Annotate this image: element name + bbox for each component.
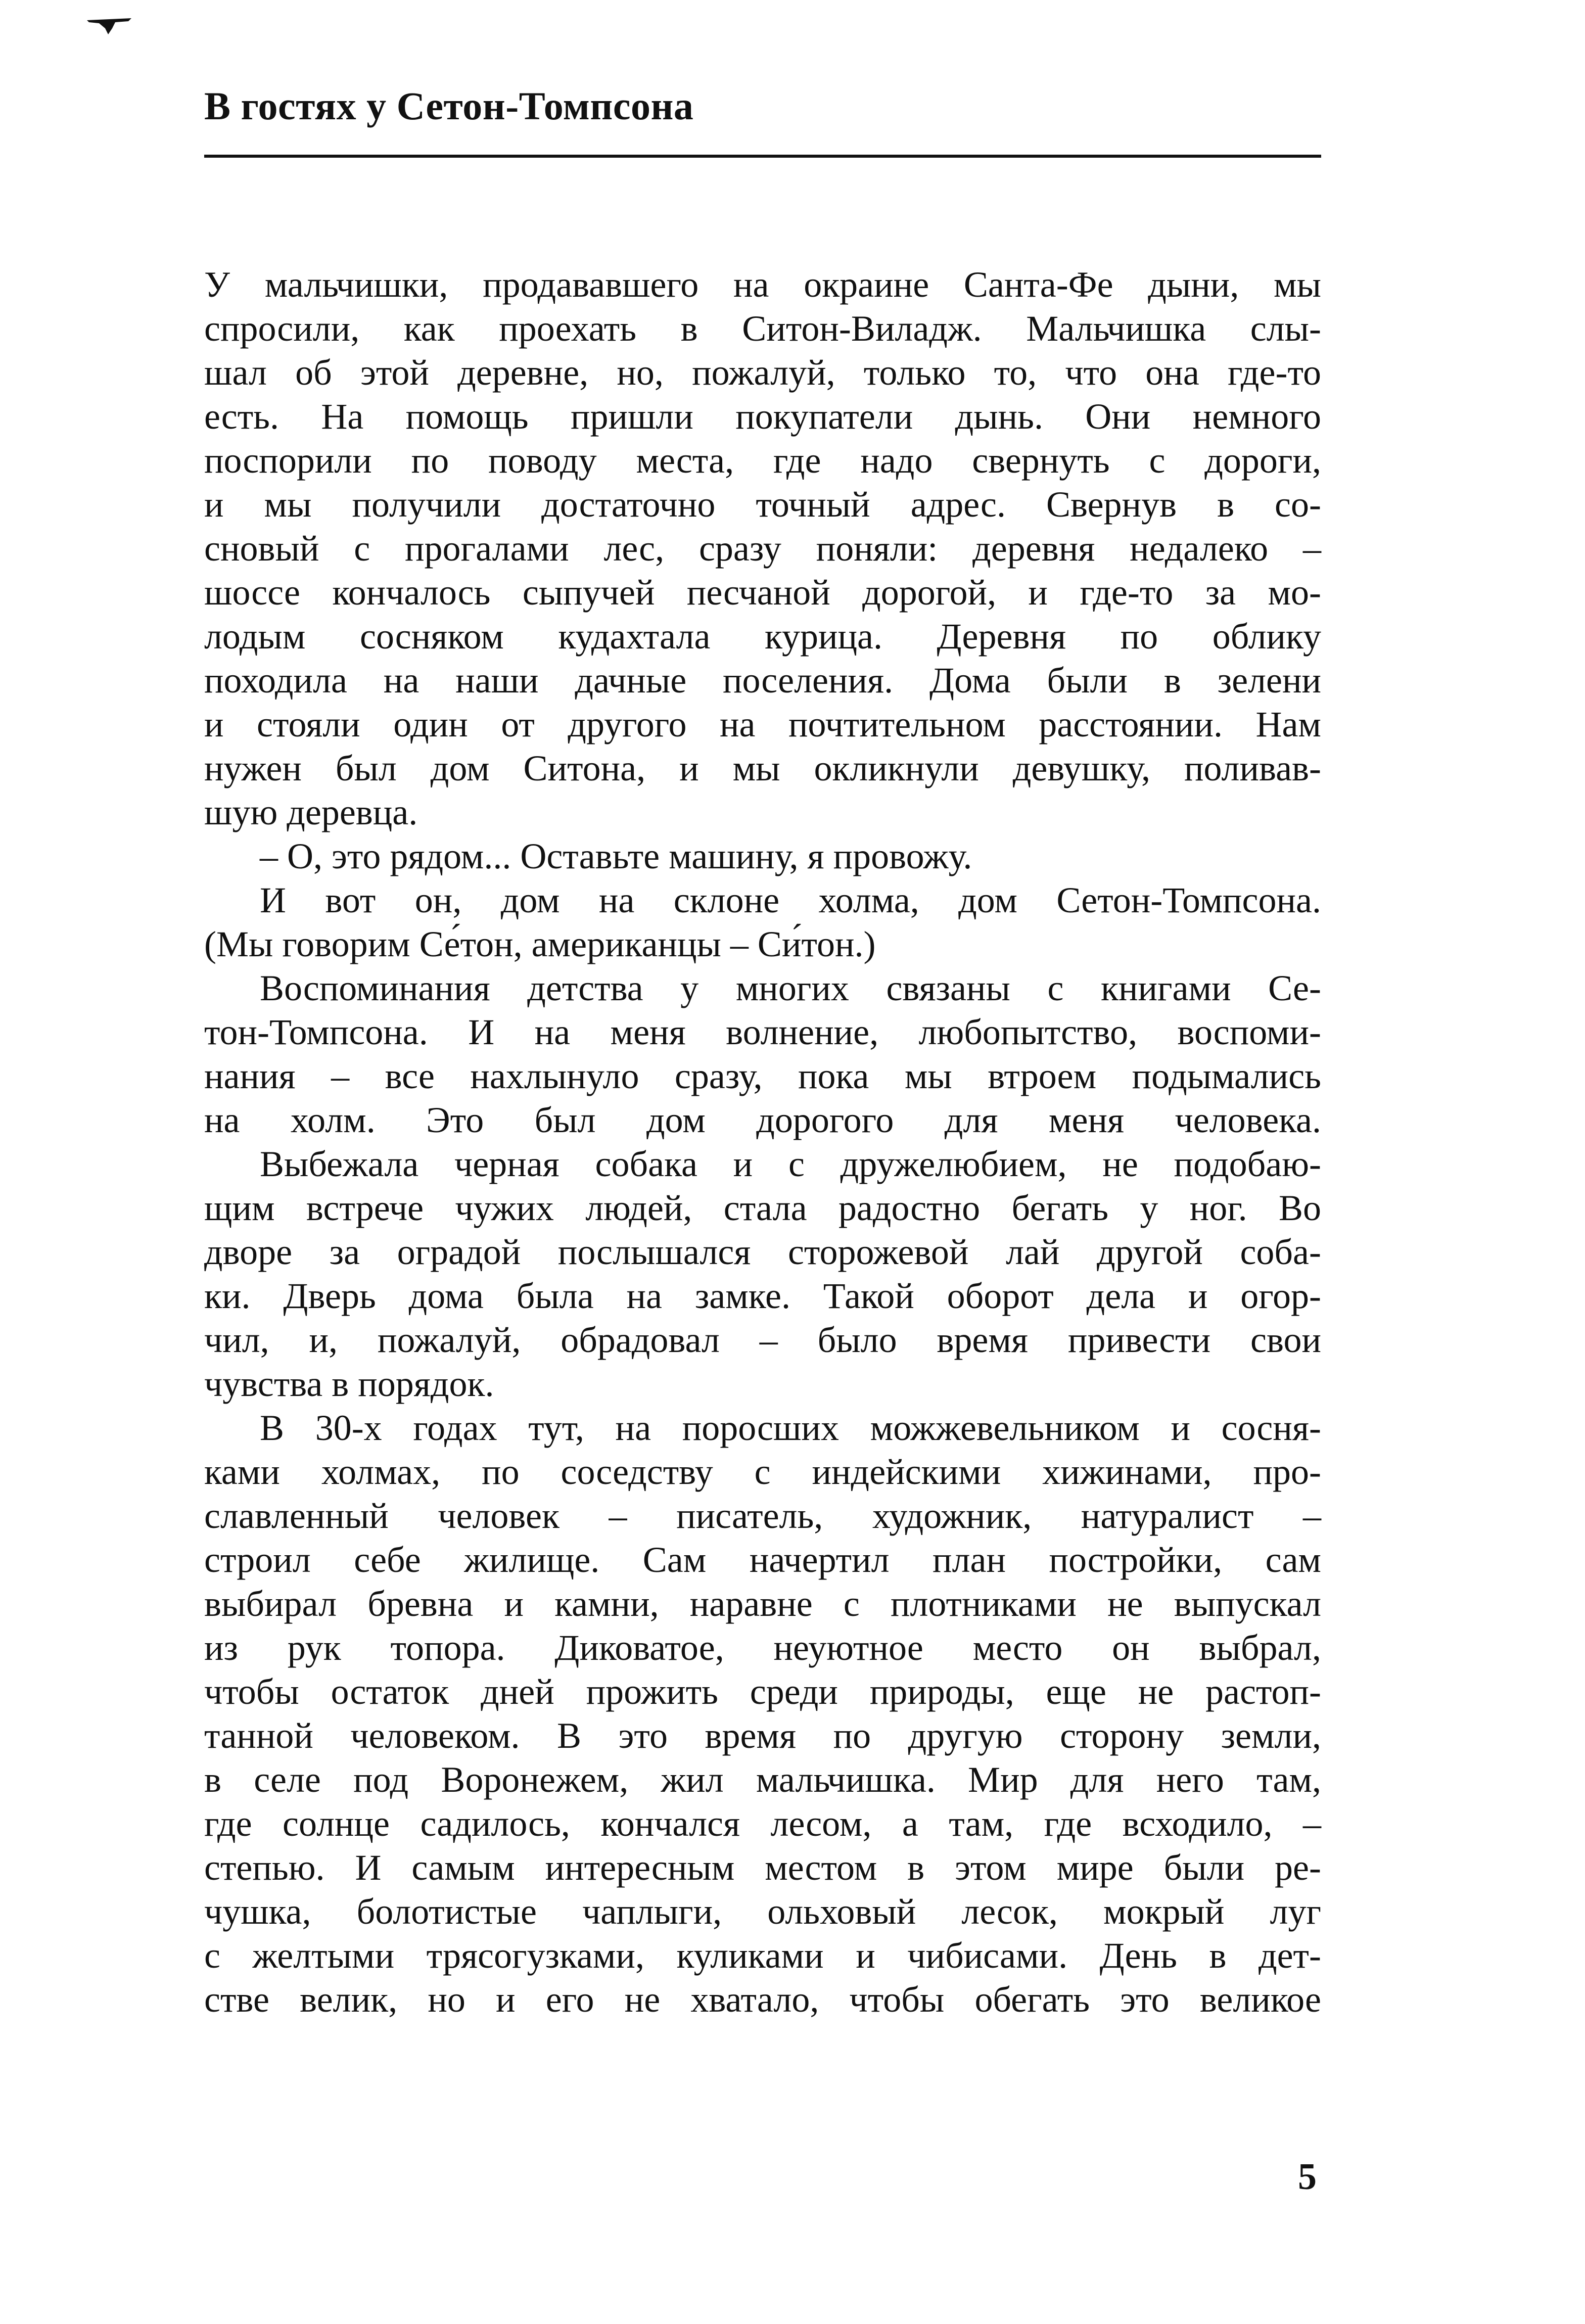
text-line: (Мы говорим Се́тон, американцы – Си́тон.)	[204, 924, 876, 964]
text-line: славленный человек – писатель, художник, натуралист –	[204, 1496, 1321, 1536]
text-line: строил себе жилище. Сам начертил план постройки, сам	[204, 1540, 1321, 1580]
text-line: чил, и, пожалуй, обрадовал – было время привести свои	[204, 1320, 1321, 1360]
header-rule	[204, 155, 1321, 158]
text-line: У мальчишки, продававшего на окраине Санта-Фе дыни, мы	[204, 264, 1321, 305]
page-number: 5	[1298, 2156, 1317, 2198]
text-line: ки. Дверь дома была на замке. Такой оборот дела и огор-	[204, 1276, 1321, 1316]
text-line: чтобы остаток дней прожить среди природы, еще не растоп-	[204, 1671, 1321, 1712]
text-line: чувства в порядок.	[204, 1364, 494, 1404]
text-line: Выбежала черная собака и с дружелюбием, не подобаю-	[260, 1144, 1321, 1184]
text-line: на холм. Это был дом дорогого для меня человека.	[204, 1100, 1321, 1140]
text-line: нужен был дом Ситона, и мы окликнули девушку, поливав-	[204, 748, 1321, 788]
text-line: выбирал бревна и камни, наравне с плотниками не выпускал	[204, 1584, 1321, 1624]
text-line: – О, это рядом... Оставьте машину, я провожу.	[260, 836, 972, 876]
text-line: ками холмах, по соседству с индейскими хижинами, про-	[204, 1452, 1321, 1492]
text-line: степью. И самым интересным местом в этом мире были ре-	[204, 1847, 1321, 1888]
text-line: стве велик, но и его не хватало, чтобы обегать это великое	[204, 1979, 1321, 2020]
printer-mark-icon	[85, 16, 133, 36]
text-line: сновый с прогалами лес, сразу поняли: деревня недалеко –	[204, 528, 1321, 569]
text-line: где солнце садилось, кончался лесом, а там, где всходило, –	[204, 1803, 1321, 1844]
text-line: В 30-х годах тут, на поросших можжевельником и сосня-	[260, 1408, 1321, 1448]
text-line: походила на наши дачные поселения. Дома были в зелени	[204, 660, 1321, 701]
text-line: дворе за оградой послышался сторожевой лай другой соба-	[204, 1232, 1321, 1272]
text-line: из рук топора. Диковатое, неуютное место он выбрал,	[204, 1628, 1321, 1668]
text-line: тон-Томпсона. И на меня волнение, любопытство, воспоми-	[204, 1012, 1321, 1052]
chapter-title: В гостях у Сетон-Томпсона	[204, 84, 694, 128]
text-line: лодым сосняком кудахтала курица. Деревня по облику	[204, 616, 1321, 657]
text-line: поспорили по поводу места, где надо свернуть с дороги,	[204, 440, 1321, 481]
text-line: есть. На помощь пришли покупатели дынь. Они немного	[204, 396, 1321, 437]
text-line: шал об этой деревне, но, пожалуй, только то, что она где-то	[204, 352, 1321, 393]
text-line: танной человеком. В это время по другую сторону земли,	[204, 1715, 1321, 1756]
text-line: шоссе кончалось сыпучей песчаной дорогой, и где-то за мо-	[204, 572, 1321, 613]
text-line: чушка, болотистые чаплыги, ольховый лесок, мокрый луг	[204, 1891, 1321, 1932]
text-line: шую деревца.	[204, 792, 418, 832]
text-line: с желтыми трясогузками, куликами и чибисами. День в дет-	[204, 1935, 1321, 1976]
text-line: и стояли один от другого на почтительном расстоянии. Нам	[204, 704, 1321, 745]
text-line: и мы получили достаточно точный адрес. Свернув в со-	[204, 484, 1321, 525]
text-line: щим встрече чужих людей, стала радостно бегать у ног. Во	[204, 1188, 1321, 1228]
text-line: в селе под Воронежем, жил мальчишка. Мир для него там,	[204, 1759, 1321, 1800]
body-text	[204, 263, 1321, 2022]
text-line: нания – все нахлынуло сразу, пока мы втроем подымались	[204, 1056, 1321, 1096]
text-line: спросили, как проехать в Ситон-Виладж. Мальчишка слы-	[204, 308, 1321, 349]
page-header	[204, 81, 1321, 131]
text-line: И вот он, дом на склоне холма, дом Сетон-Томпсона.	[260, 880, 1321, 920]
text-line: Воспоминания детства у многих связаны с книгами Се-	[260, 968, 1321, 1008]
